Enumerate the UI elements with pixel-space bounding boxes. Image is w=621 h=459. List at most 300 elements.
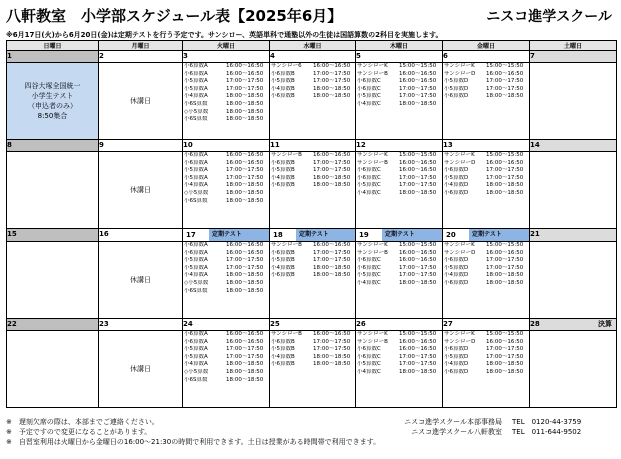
day-number-text: 5 bbox=[356, 52, 361, 60]
class-name: 小4算数A bbox=[184, 272, 208, 279]
day-number bbox=[99, 319, 183, 331]
test-label: 定期テスト bbox=[209, 229, 269, 241]
day-cell bbox=[183, 152, 270, 229]
class-name: 小6算数C bbox=[357, 78, 381, 85]
class-name: 小6算数C bbox=[357, 257, 381, 264]
footnotes bbox=[6, 417, 380, 447]
class-row bbox=[271, 160, 355, 168]
class-row bbox=[184, 361, 269, 369]
day-number-text: 1 bbox=[7, 52, 12, 60]
class-row bbox=[357, 265, 442, 273]
class-time: 18:00～18:50 bbox=[399, 100, 437, 107]
class-name: 小6算数C bbox=[357, 346, 381, 353]
class-time: 18:00～18:50 bbox=[313, 93, 351, 100]
contact-row bbox=[394, 427, 581, 437]
day-content bbox=[270, 152, 355, 228]
weekday-fri: 金曜日 bbox=[443, 41, 530, 51]
day-cell bbox=[270, 331, 356, 408]
class-name: 小6算数D bbox=[444, 189, 469, 196]
class-name: 小6S算数 bbox=[184, 376, 208, 383]
class-time: 17:00～17:50 bbox=[226, 167, 264, 174]
class-row bbox=[184, 354, 269, 362]
class-name: 小4算数B bbox=[271, 85, 295, 92]
test-banner bbox=[183, 229, 269, 241]
class-time: 18:00～18:50 bbox=[486, 368, 524, 375]
day-number bbox=[530, 229, 617, 242]
day-label: 決算 bbox=[598, 320, 612, 328]
class-name: 小5算数D bbox=[444, 78, 469, 85]
class-row bbox=[444, 369, 529, 377]
class-time: 18:00～18:50 bbox=[313, 353, 351, 360]
day-number-text: 15 bbox=[7, 230, 17, 238]
class-row bbox=[184, 160, 269, 168]
day-content bbox=[356, 152, 442, 228]
class-name: 小6算数A bbox=[184, 338, 208, 345]
day-content bbox=[99, 331, 182, 407]
day-content bbox=[530, 242, 616, 318]
class-row bbox=[444, 265, 529, 273]
day-cell bbox=[530, 63, 617, 140]
day-number bbox=[183, 51, 270, 63]
class-time: 16:00～16:50 bbox=[399, 167, 437, 174]
class-row bbox=[271, 354, 355, 362]
class-time: 16:00～16:50 bbox=[399, 249, 437, 256]
contact-info bbox=[394, 417, 581, 437]
class-name: 小6算数C bbox=[357, 353, 381, 360]
day-number bbox=[270, 51, 356, 63]
class-row bbox=[444, 242, 529, 250]
class-row bbox=[184, 280, 269, 288]
day-cell bbox=[270, 63, 356, 140]
day-content bbox=[443, 63, 529, 139]
day-cell bbox=[443, 331, 530, 408]
class-row bbox=[357, 369, 442, 377]
class-name: 小4算数C bbox=[357, 279, 381, 286]
class-name: 小5算数D bbox=[444, 264, 469, 271]
class-time: 18:00～18:50 bbox=[226, 182, 264, 189]
test-label: 定期テスト bbox=[469, 229, 529, 241]
day-number-text: 11 bbox=[270, 141, 280, 149]
day-number bbox=[530, 140, 617, 152]
class-time: 18:00～18:50 bbox=[486, 93, 524, 100]
class-time: 17:00～17:50 bbox=[486, 78, 524, 85]
class-name: 小6算数D bbox=[444, 279, 469, 286]
day-number bbox=[7, 51, 99, 63]
day-content bbox=[443, 152, 529, 228]
class-row bbox=[444, 175, 529, 183]
class-time: 17:00～17:50 bbox=[399, 264, 437, 271]
class-row bbox=[357, 250, 442, 258]
class-row bbox=[357, 167, 442, 175]
day-cell bbox=[7, 152, 99, 229]
class-row bbox=[271, 167, 355, 175]
class-name: 小6算数C bbox=[357, 174, 381, 181]
class-time: 16:00～16:50 bbox=[313, 242, 351, 248]
class-row bbox=[271, 86, 355, 94]
day-number bbox=[356, 140, 443, 152]
day-cell bbox=[7, 242, 99, 319]
day-content bbox=[270, 63, 355, 139]
class-time: 17:00～17:50 bbox=[226, 353, 264, 360]
notice-text: ※6月17日(火)から6月20日(金)は定期テストを行う予定です。サンシロー、英語単科で通塾以外の生徒は国語算数の2科目を実施します。 bbox=[6, 31, 443, 39]
class-time: 16:00～16:50 bbox=[399, 257, 437, 264]
weekday-mon: 月曜日 bbox=[99, 41, 183, 51]
class-name: 小6算数D bbox=[444, 368, 469, 375]
class-row bbox=[184, 93, 269, 101]
class-time: 16:00～16:50 bbox=[486, 249, 524, 256]
day-cell bbox=[356, 152, 443, 229]
class-row bbox=[184, 109, 269, 117]
day-number-text: 7 bbox=[530, 52, 535, 60]
weekday-thu: 木曜日 bbox=[356, 41, 443, 51]
class-time: 18:00～18:50 bbox=[486, 279, 524, 286]
day-cell bbox=[99, 152, 183, 229]
class-row bbox=[444, 63, 529, 71]
day-number-text: 19 bbox=[359, 230, 369, 239]
class-row bbox=[357, 361, 442, 369]
class-time: 17:00～17:50 bbox=[226, 257, 264, 264]
class-name: 小6S算数 bbox=[184, 287, 208, 294]
class-row bbox=[184, 190, 269, 198]
class-row bbox=[184, 272, 269, 280]
class-time: 17:00～17:50 bbox=[486, 85, 524, 92]
contact-org: ニスコ進学スクール本部事務局 bbox=[404, 418, 502, 426]
class-name: 小5算数C bbox=[357, 182, 381, 189]
class-row bbox=[357, 78, 442, 86]
class-time: 18:00～18:50 bbox=[399, 189, 437, 196]
class-time: 17:00～17:50 bbox=[486, 167, 524, 174]
day-content bbox=[183, 331, 269, 407]
class-name: サンシローK bbox=[444, 152, 475, 158]
class-time: 17:00～17:50 bbox=[486, 346, 524, 353]
class-list bbox=[443, 242, 529, 288]
class-name: サンシロー6 bbox=[271, 63, 302, 69]
class-time: 16:00～16:50 bbox=[399, 70, 437, 77]
class-name: 小6算数B bbox=[271, 338, 295, 345]
class-name: 小6算数B bbox=[271, 182, 295, 189]
day-number-text: 23 bbox=[99, 320, 109, 328]
day-content bbox=[530, 63, 616, 139]
class-name: サンシローD bbox=[444, 159, 476, 166]
day-cell bbox=[530, 152, 617, 229]
day-content bbox=[183, 152, 269, 228]
body-row bbox=[7, 152, 617, 229]
day-cell bbox=[356, 242, 443, 319]
day-content bbox=[7, 152, 98, 228]
class-time: 17:00～17:50 bbox=[313, 70, 351, 77]
day-number bbox=[183, 319, 270, 331]
class-time: 17:00～17:50 bbox=[486, 264, 524, 271]
day-number bbox=[443, 229, 530, 242]
class-row bbox=[184, 71, 269, 79]
class-row bbox=[271, 93, 355, 101]
class-row bbox=[271, 182, 355, 190]
class-time: 15:00～15:50 bbox=[399, 331, 437, 337]
day-cell bbox=[99, 63, 183, 140]
weekday-sat: 土曜日 bbox=[530, 41, 617, 51]
class-row bbox=[444, 71, 529, 79]
class-time: 15:00～15:50 bbox=[486, 152, 524, 158]
contact-tel: TEL 0120-44-3759 bbox=[512, 418, 582, 426]
class-time: 17:00～17:50 bbox=[486, 174, 524, 181]
class-row bbox=[357, 280, 442, 288]
class-time: 15:00～15:50 bbox=[399, 242, 437, 248]
date-row bbox=[7, 140, 617, 152]
day-number bbox=[270, 229, 356, 242]
class-list bbox=[356, 63, 442, 109]
day-number-text: 4 bbox=[270, 52, 275, 60]
day-cell bbox=[270, 152, 356, 229]
class-time: 17:00～17:50 bbox=[313, 346, 351, 353]
class-row bbox=[444, 250, 529, 258]
class-name: 小6算数A bbox=[184, 249, 208, 256]
weekday-header-row bbox=[7, 41, 617, 51]
class-name: 小6S算数 bbox=[184, 197, 208, 204]
class-time: 16:00～16:50 bbox=[313, 63, 351, 69]
class-name: 小6S算数 bbox=[184, 116, 208, 123]
class-name: 小6算数B bbox=[271, 272, 295, 279]
class-name: 小5算数C bbox=[357, 272, 381, 279]
class-time: 15:00～15:50 bbox=[486, 242, 524, 248]
contact-org: ニスコ進学スクール八軒教室 bbox=[411, 428, 502, 436]
class-time: 17:00～17:50 bbox=[313, 338, 351, 345]
class-time: 18:00～18:50 bbox=[226, 376, 264, 383]
class-row bbox=[444, 331, 529, 339]
class-row bbox=[271, 175, 355, 183]
class-name: サンシローD bbox=[444, 70, 476, 77]
class-name: ◇小5算数 bbox=[184, 279, 209, 286]
class-time: 18:00～18:50 bbox=[399, 279, 437, 286]
class-list bbox=[443, 331, 529, 377]
day-content bbox=[530, 331, 616, 407]
class-row bbox=[184, 152, 269, 160]
class-row bbox=[184, 175, 269, 183]
footnote: ※ 予定ですので変更になることがあります。 bbox=[6, 428, 152, 436]
test-label: 定期テスト bbox=[296, 229, 355, 241]
class-row bbox=[271, 272, 355, 280]
class-row bbox=[271, 331, 355, 339]
class-name: 小5算数C bbox=[357, 93, 381, 100]
day-content bbox=[99, 152, 182, 228]
day-content bbox=[356, 242, 442, 318]
class-name: サンシローK bbox=[357, 242, 388, 248]
class-row bbox=[271, 346, 355, 354]
class-name: 小4算数D bbox=[444, 361, 469, 368]
class-name: サンシローK bbox=[444, 242, 475, 248]
class-time: 18:00～18:50 bbox=[486, 189, 524, 196]
class-name: サンシローK bbox=[357, 63, 388, 69]
class-name: 小4算数C bbox=[357, 100, 381, 107]
day-number-text: 8 bbox=[7, 141, 12, 149]
class-time: 17:00～17:50 bbox=[313, 257, 351, 264]
day-number-text: 27 bbox=[443, 320, 453, 328]
class-row bbox=[357, 190, 442, 198]
day-number bbox=[356, 51, 443, 63]
class-row bbox=[357, 346, 442, 354]
day-number-text: 16 bbox=[99, 230, 109, 238]
class-name: 小4算数B bbox=[271, 353, 295, 360]
class-time: 15:00～15:50 bbox=[399, 152, 437, 158]
class-name: 小6算数A bbox=[184, 152, 208, 158]
day-note: 休講日 bbox=[130, 97, 151, 105]
class-name: 小6算数D bbox=[444, 93, 469, 100]
class-row bbox=[271, 242, 355, 250]
class-name: サンシローB bbox=[271, 242, 302, 248]
class-time: 17:00～17:50 bbox=[399, 174, 437, 181]
class-time: 17:00～17:50 bbox=[226, 174, 264, 181]
class-name: サンシローB bbox=[357, 338, 388, 345]
class-name: 小6算数A bbox=[184, 242, 208, 248]
class-time: 18:00～18:50 bbox=[486, 272, 524, 279]
day-content bbox=[183, 242, 269, 318]
date-row bbox=[7, 51, 617, 63]
day-cell bbox=[443, 242, 530, 319]
class-time: 16:00～16:50 bbox=[399, 78, 437, 85]
day-cell bbox=[270, 242, 356, 319]
class-name: 小6算数B bbox=[271, 70, 295, 77]
class-name: 小5算数D bbox=[444, 85, 469, 92]
class-name: サンシローK bbox=[444, 63, 475, 69]
class-time: 18:00～18:50 bbox=[313, 174, 351, 181]
class-time: 18:00～18:50 bbox=[226, 116, 264, 123]
body-row bbox=[7, 242, 617, 319]
schedule-body bbox=[7, 51, 617, 408]
class-time: 16:00～16:50 bbox=[226, 331, 264, 337]
class-time: 16:00～16:50 bbox=[226, 242, 264, 248]
class-name: 小5算数D bbox=[444, 174, 469, 181]
class-time: 17:00～17:50 bbox=[399, 361, 437, 368]
class-name: サンシローK bbox=[357, 331, 388, 337]
day-number-text: 20 bbox=[446, 230, 456, 239]
class-row bbox=[271, 257, 355, 265]
page-title: 八軒教室 小学部スケジュール表【2025年6月】 bbox=[6, 7, 343, 25]
class-list bbox=[443, 152, 529, 198]
class-time: 17:00～17:50 bbox=[313, 167, 351, 174]
class-time: 16:00～16:50 bbox=[226, 159, 264, 166]
class-row bbox=[357, 63, 442, 71]
class-row bbox=[271, 71, 355, 79]
class-row bbox=[357, 175, 442, 183]
day-number bbox=[183, 140, 270, 152]
class-row bbox=[357, 182, 442, 190]
day-number-text: 24 bbox=[183, 320, 193, 328]
class-row bbox=[444, 78, 529, 86]
class-name: 小6算数C bbox=[357, 264, 381, 271]
class-row bbox=[357, 339, 442, 347]
day-cell bbox=[356, 331, 443, 408]
class-name: 小5算数A bbox=[184, 353, 208, 360]
test-label: 定期テスト bbox=[382, 229, 442, 241]
class-row bbox=[184, 101, 269, 109]
weekday-tue: 火曜日 bbox=[183, 41, 270, 51]
class-row bbox=[444, 160, 529, 168]
day-number bbox=[530, 319, 617, 331]
class-time: 18:00～18:50 bbox=[226, 368, 264, 375]
class-time: 18:00～18:50 bbox=[399, 368, 437, 375]
date-row bbox=[7, 319, 617, 331]
class-name: 小4算数A bbox=[184, 93, 208, 100]
schedule-table bbox=[6, 40, 617, 408]
day-cell bbox=[443, 152, 530, 229]
class-list bbox=[270, 242, 355, 280]
day-number-text: 17 bbox=[186, 230, 196, 239]
class-row bbox=[444, 272, 529, 280]
day-number-text: 13 bbox=[443, 141, 453, 149]
class-time: 17:00～17:50 bbox=[226, 346, 264, 353]
class-list bbox=[183, 152, 269, 205]
class-name: 小5算数B bbox=[271, 78, 295, 85]
day-cell bbox=[183, 331, 270, 408]
class-time: 18:00～18:50 bbox=[226, 279, 264, 286]
class-time: 15:00～15:50 bbox=[486, 63, 524, 69]
day-content bbox=[7, 331, 98, 407]
day-content bbox=[99, 63, 182, 139]
class-time: 16:00～16:50 bbox=[226, 152, 264, 158]
class-time: 16:00～16:50 bbox=[486, 70, 524, 77]
class-list bbox=[356, 152, 442, 198]
class-row bbox=[444, 354, 529, 362]
class-row bbox=[357, 272, 442, 280]
class-row bbox=[184, 377, 269, 385]
day-number bbox=[183, 229, 270, 242]
class-name: サンシローB bbox=[271, 331, 302, 337]
day-content bbox=[530, 152, 616, 228]
class-time: 18:00～18:50 bbox=[226, 287, 264, 294]
day-number bbox=[7, 229, 99, 242]
day-cell bbox=[7, 63, 99, 140]
class-name: 小4算数B bbox=[271, 264, 295, 271]
class-row bbox=[357, 71, 442, 79]
day-number bbox=[530, 51, 617, 63]
class-row bbox=[357, 354, 442, 362]
class-name: 小5算数A bbox=[184, 85, 208, 92]
class-list bbox=[183, 63, 269, 124]
test-banner bbox=[356, 229, 442, 241]
class-row bbox=[184, 167, 269, 175]
test-banner bbox=[270, 229, 355, 241]
class-name: 小6算数D bbox=[444, 257, 469, 264]
class-time: 17:00～17:50 bbox=[486, 257, 524, 264]
brand-name: ニスコ進学スクール bbox=[486, 9, 612, 25]
day-number-text: 28 bbox=[530, 320, 540, 328]
class-row bbox=[357, 331, 442, 339]
class-row bbox=[444, 346, 529, 354]
day-number-text: 12 bbox=[356, 141, 366, 149]
class-time: 17:00～17:50 bbox=[313, 159, 351, 166]
class-time: 18:00～18:50 bbox=[313, 182, 351, 189]
class-time: 17:00～17:50 bbox=[486, 353, 524, 360]
class-name: 小5算数B bbox=[271, 346, 295, 353]
class-name: 小5算数B bbox=[271, 167, 295, 174]
day-note: 休講日 bbox=[130, 365, 151, 373]
day-number-text: 3 bbox=[183, 52, 188, 60]
footnote: ※ 自習室利用は火曜日から金曜日の16:00～21:30の時間で利用できます。土日は授業がある時間帯で利用できます。 bbox=[6, 438, 381, 446]
day-number bbox=[356, 319, 443, 331]
class-name: 小6S算数 bbox=[184, 100, 208, 107]
day-number-text: 22 bbox=[7, 320, 17, 328]
day-cell bbox=[183, 63, 270, 140]
class-time: 16:00～16:50 bbox=[399, 338, 437, 345]
class-row bbox=[357, 86, 442, 94]
class-name: 小4算数A bbox=[184, 182, 208, 189]
class-time: 17:00～17:50 bbox=[399, 182, 437, 189]
class-row bbox=[184, 265, 269, 273]
class-row bbox=[271, 78, 355, 86]
class-name: サンシローD bbox=[444, 338, 476, 345]
class-row bbox=[271, 265, 355, 273]
day-cell bbox=[7, 331, 99, 408]
class-name: 小6算数B bbox=[271, 159, 295, 166]
